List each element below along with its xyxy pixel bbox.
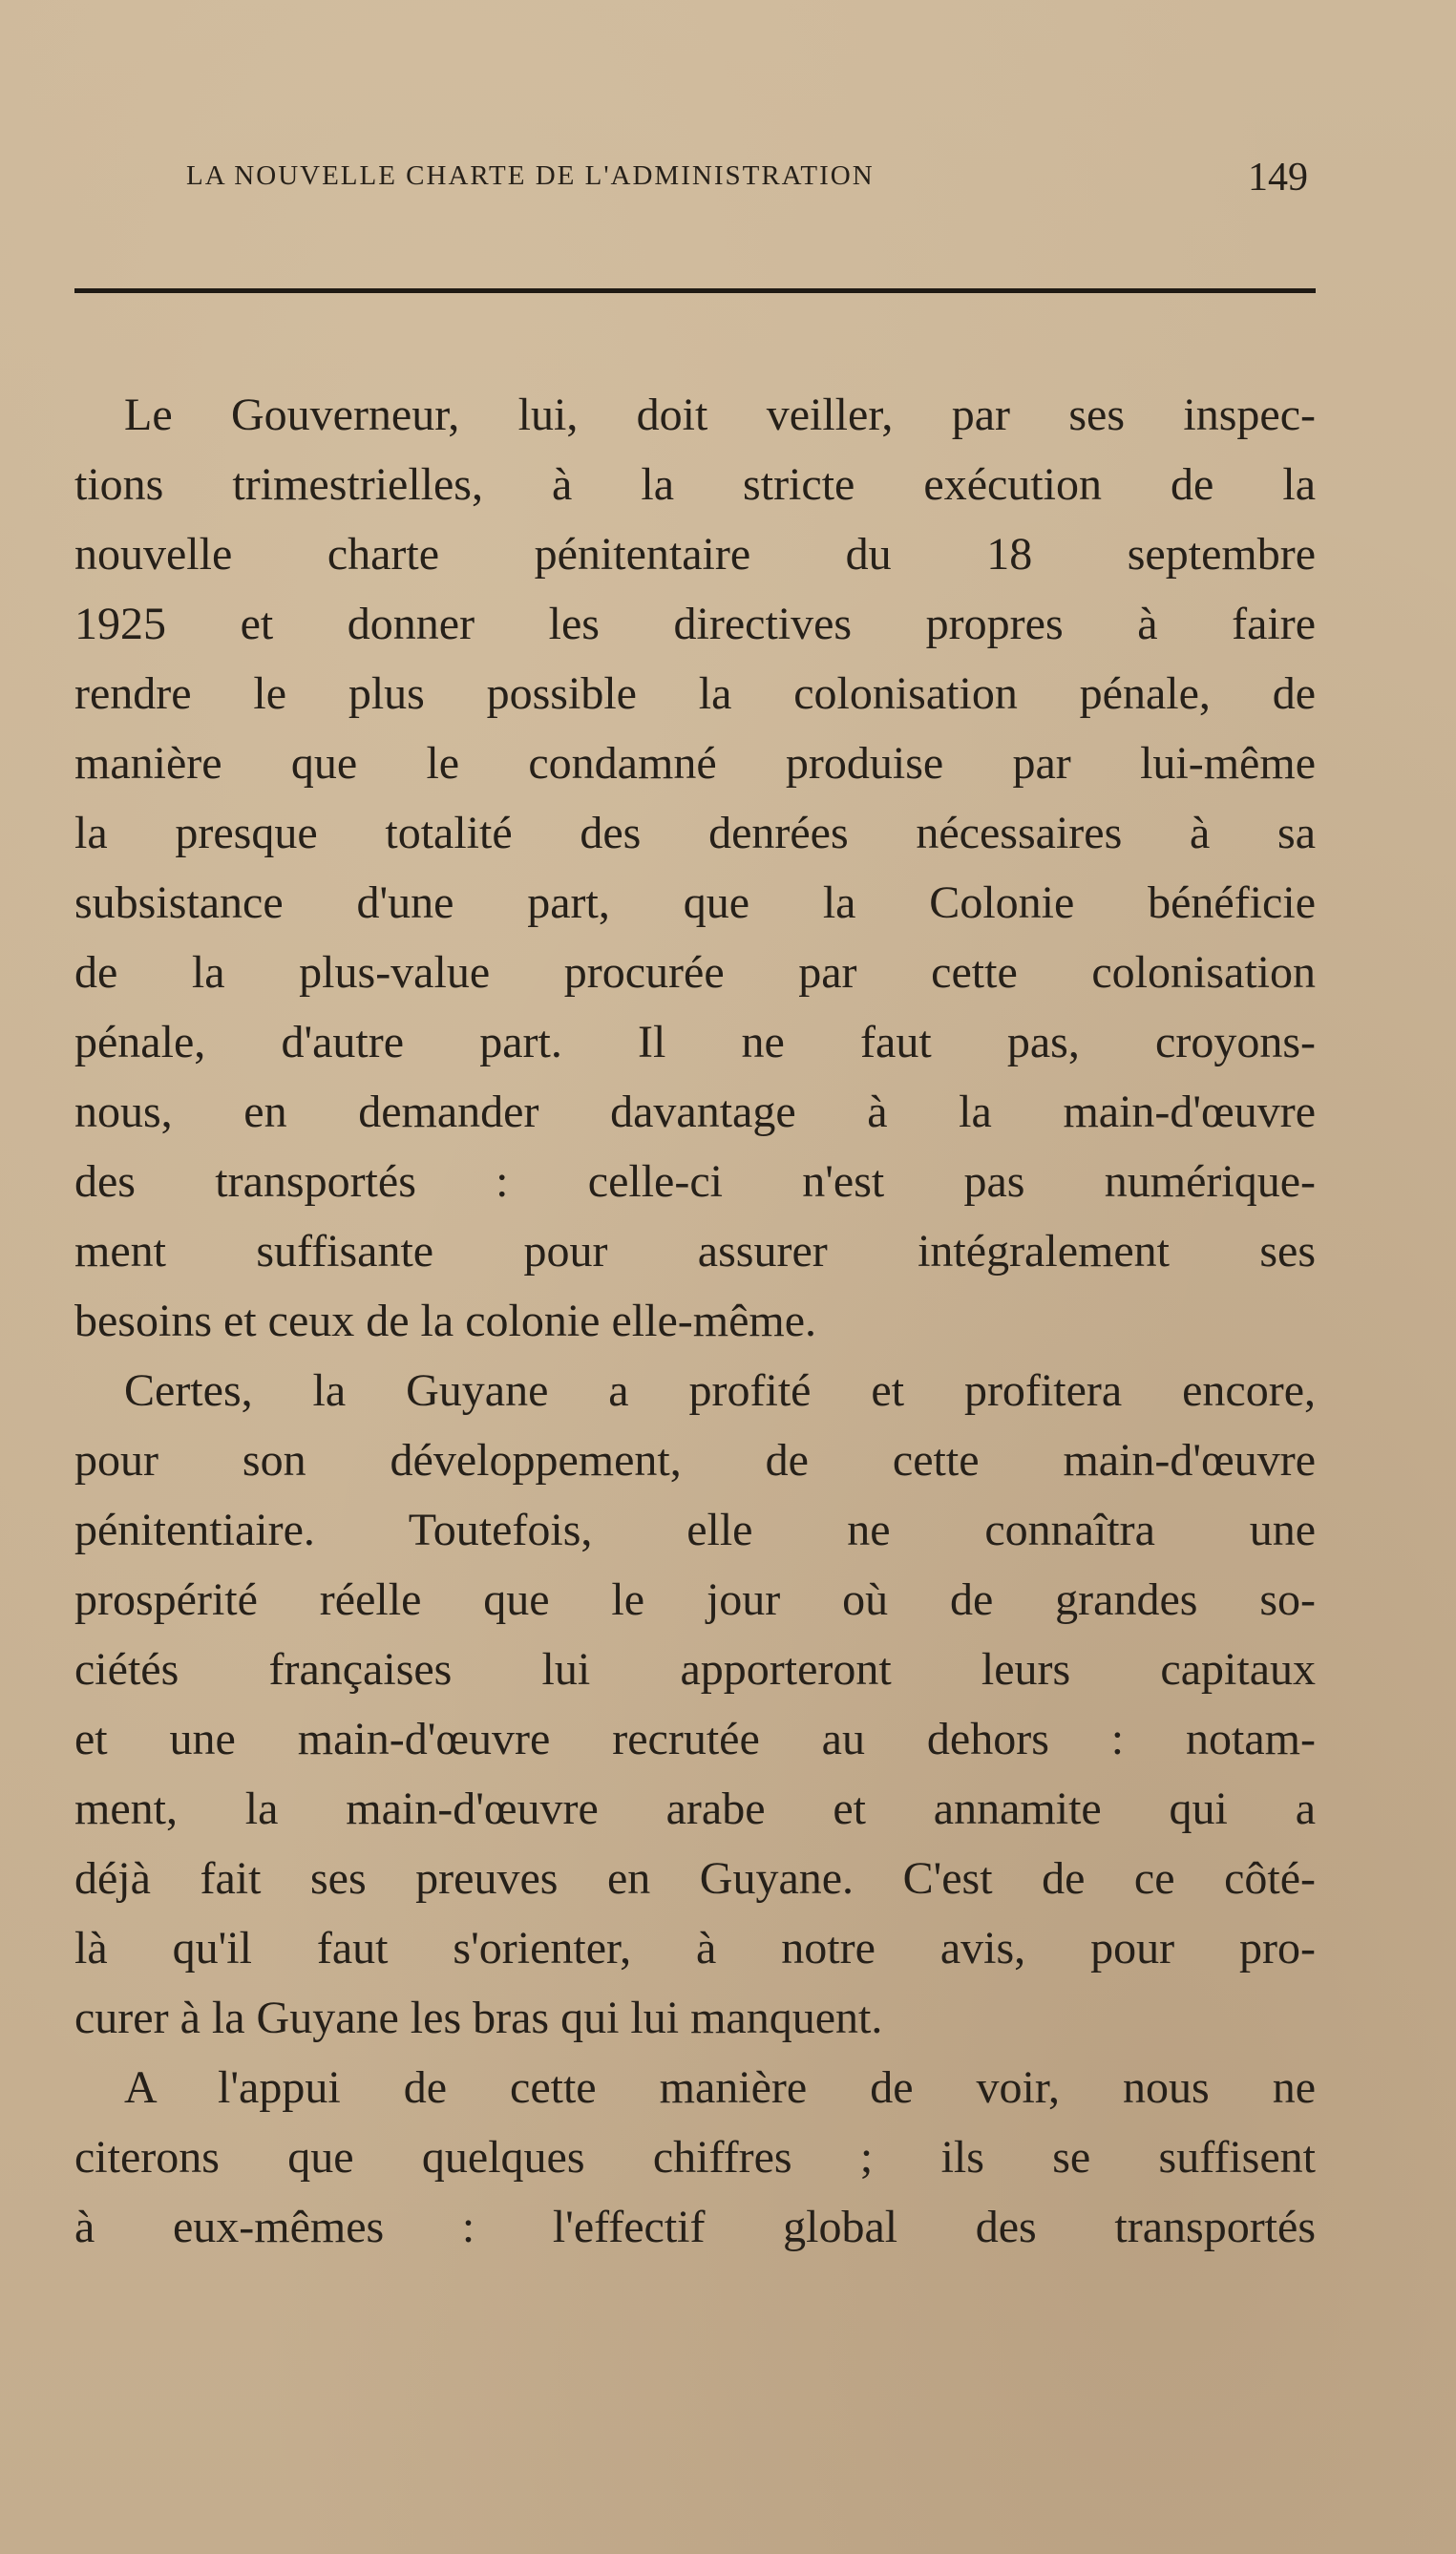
text-line: curer à la Guyane les bras qui lui manquent. [74,1993,883,2043]
text-line: ment suffisante pour assurer intégralement ses [74,1226,1316,1277]
body-text [74,380,1316,2262]
text-line: la presque totalité des denrées nécessaires à sa [74,808,1316,858]
running-head-title: LA NOUVELLE CHARTE DE L'ADMINISTRATION [186,160,875,191]
text-line: subsistance d'une part, que la Colonie bénéficie [74,877,1316,928]
text-line: ment, la main-d'œuvre arabe et annamite qui a [74,1784,1316,1834]
text-line: à eux-mêmes : l'effectif global des transportés [74,2202,1316,2252]
text-line: manière que le condamné produise par lui-même [74,738,1316,789]
text-line: pour son développement, de cette main-d'œuvre [74,1435,1316,1486]
text-line: citerons que quelques chiffres ; ils se suffisent [74,2132,1316,2183]
text-line: des transportés : celle-ci n'est pas numérique- [74,1156,1316,1207]
text-line: de la plus-value procurée par cette colonisation [74,947,1316,998]
header-rule [74,288,1316,293]
page-number: 149 [1248,156,1308,200]
text-line: Certes, la Guyane a profité et profitera encore, [124,1365,1316,1416]
text-line: là qu'il faut s'orienter, à notre avis, pour pro- [74,1923,1316,1974]
text-line: nous, en demander davantage à la main-d'œuvre [74,1087,1316,1137]
text-line: tions trimestrielles, à la stricte exécution de la [74,459,1316,510]
text-line: besoins et ceux de la colonie elle-même. [74,1296,817,1346]
text-line: prospérité réelle que le jour où de grandes so- [74,1574,1316,1625]
text-line: pénale, d'autre part. Il ne faut pas, croyons- [74,1017,1316,1067]
running-head [181,156,1365,208]
text-line: 1925 et donner les directives propres à faire [74,599,1316,649]
text-line: pénitentiaire. Toutefois, elle ne connaîtra une [74,1505,1316,1555]
text-line: nouvelle charte pénitentaire du 18 septembre [74,529,1316,580]
text-line: déjà fait ses preuves en Guyane. C'est de ce côté- [74,1853,1316,1904]
text-line: A l'appui de cette manière de voir, nous ne [124,2062,1316,2113]
text-line: Le Gouverneur, lui, doit veiller, par ses inspec- [124,390,1316,440]
text-line: rendre le plus possible la colonisation pénale, de [74,668,1316,719]
text-line: et une main-d'œuvre recrutée au dehors : notam- [74,1714,1316,1764]
text-line: ciétés françaises lui apporteront leurs capitaux [74,1644,1316,1695]
